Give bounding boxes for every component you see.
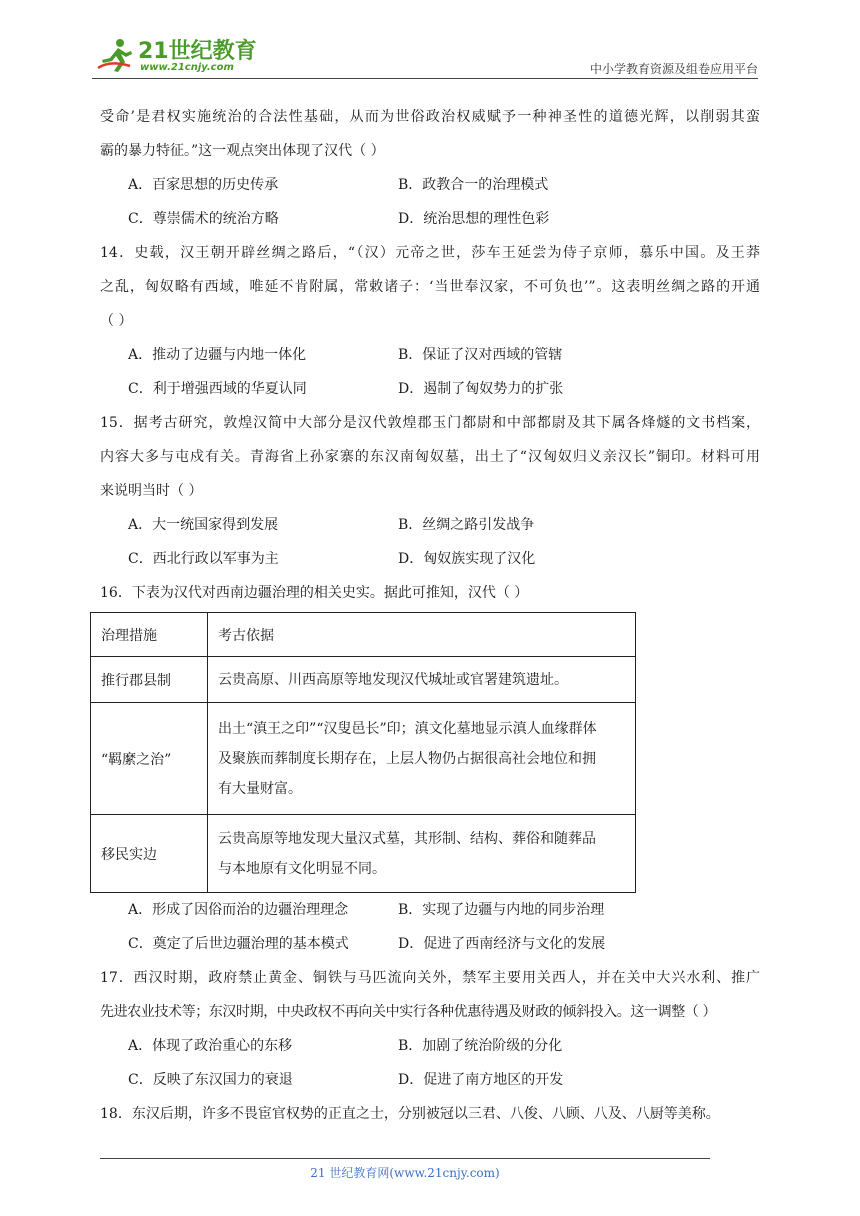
- option-a: A．体现了政治重心的东移: [128, 1038, 293, 1054]
- page-footer[interactable]: 21 世纪教育网(www.21cnjy.com): [310, 1166, 500, 1180]
- evidence-line: 云贵高原等地发现大量汉式墓，其形制、结构、葬俗和随葬品: [218, 830, 596, 847]
- question-15-line: 15．据考古研究，敦煌汉简中大部分是汉代敦煌郡玉门都尉和中部都尉及其下属各烽燧的文书档案，: [100, 415, 760, 431]
- table-cell-measure: “羁縻之治”: [91, 703, 208, 815]
- page-header: [92, 26, 758, 82]
- option-d: D．统治思想的理性色彩: [398, 211, 550, 227]
- exam-content: [100, 100, 760, 1131]
- evidence-line: 云贵高原、川西高原等地发现汉代城址或官署建筑遗址。: [218, 671, 568, 688]
- logo-url: www.21cnjy.com: [140, 62, 234, 73]
- option-row: [100, 1063, 760, 1097]
- table-header: 考古依据: [208, 613, 636, 657]
- option-a: A．百家思想的历史传承: [128, 177, 279, 193]
- option-row: [100, 338, 760, 372]
- option-c: C．西北行政以军事为主: [128, 551, 279, 567]
- evidence-line: 与本地原有文化明显不同。: [218, 860, 386, 877]
- header-divider: [92, 78, 758, 79]
- option-row: [100, 893, 760, 927]
- evidence-line: 有大量财富。: [218, 780, 302, 797]
- question-14-line: （ ）: [100, 313, 133, 329]
- option-row: [100, 508, 760, 542]
- table-row: [91, 815, 636, 893]
- intro-line: 霸的暴力特征。”这一观点突出体现了汉代（ ）: [100, 143, 385, 159]
- history-table: [90, 612, 636, 893]
- option-d: D．遏制了匈奴势力的扩张: [398, 381, 564, 397]
- option-c: C．奠定了后世边疆治理的基本模式: [128, 936, 349, 952]
- option-row: [100, 542, 760, 576]
- option-a: A．推动了边疆与内地一体化: [128, 347, 307, 363]
- runner-logo-icon: [96, 38, 136, 74]
- option-a: A．形成了因俗而治的边疆治理理念: [128, 902, 349, 918]
- option-b: B．保证了汉对西域的管辖: [398, 347, 563, 363]
- option-b: B．政教合一的治理模式: [398, 177, 549, 193]
- option-c: C．反映了东汉国力的衰退: [128, 1072, 293, 1088]
- table-header-row: [91, 613, 636, 657]
- table-cell-measure: 移民实边: [91, 815, 208, 893]
- table-cell-evidence: [208, 703, 636, 815]
- option-b: B．实现了边疆与内地的同步治理: [398, 902, 605, 918]
- option-row: [100, 927, 760, 961]
- table-cell-evidence: [208, 657, 636, 703]
- question-18-line: 18．东汉后期，许多不畏宦官权势的正直之士，分别被冠以三君、八俊、八顾、八及、八厨等美称。: [100, 1106, 720, 1122]
- evidence-line: 出土“滇王之印”“汉叟邑长”印；滇文化墓地显示滇人血缘群体: [218, 720, 597, 737]
- option-d: D．促进了西南经济与文化的发展: [398, 936, 606, 952]
- question-15-line: 来说明当时（ ）: [100, 483, 203, 499]
- logo-title: 21世纪教育: [138, 39, 257, 64]
- question-16-line: 16．下表为汉代对西南边疆治理的相关史实。据此可推知，汉代（ ）: [100, 585, 529, 601]
- option-row: [100, 1029, 760, 1063]
- option-d: D．匈奴族实现了汉化: [398, 551, 536, 567]
- table-cell-measure: 推行郡县制: [91, 657, 208, 703]
- option-row: [100, 168, 760, 202]
- table-row: [91, 657, 636, 703]
- platform-name: 中小学教育资源及组卷应用平台: [589, 62, 758, 76]
- evidence-line: 及聚族而葬制度长期存在，上层人物仍占据很高社会地位和拥: [218, 750, 596, 767]
- option-d: D．促进了南方地区的开发: [398, 1072, 564, 1088]
- option-b: B．加剧了统治阶级的分化: [398, 1038, 563, 1054]
- question-14-line: 14．史载，汉王朝开辟丝绸之路后，“（汉）元帝之世，莎车王延尝为侍子京师，慕乐中国。及王莽: [100, 245, 760, 261]
- option-b: B．丝绸之路引发战争: [398, 517, 535, 533]
- option-row: [100, 372, 760, 406]
- table-cell-evidence: [208, 815, 636, 893]
- option-a: A．大一统国家得到发展: [128, 517, 279, 533]
- option-row: [100, 202, 760, 236]
- site-logo: [92, 30, 262, 78]
- intro-line: 受命’是君权实施统治的合法性基础，从而为世俗政治权威赋予一种神圣性的道德光辉，以削弱其蛮: [100, 109, 760, 125]
- question-17-line: 17．西汉时期，政府禁止黄金、铜铁与马匹流向关外，禁军主要用关西人，并在关中大兴水利、推广: [100, 970, 760, 986]
- footer-divider: [100, 1158, 710, 1159]
- table-row: [91, 703, 636, 815]
- table-header: 治理措施: [91, 613, 208, 657]
- question-17-line: 先进农业技术等；东汉时期，中央政权不再向关中实行各种优惠待遇及财政的倾斜投入。这一调整（ ）: [100, 1004, 717, 1020]
- question-14-line: 之乱，匈奴略有西域，唯延不肯附属，常敕诸子：‘当世奉汉家，不可负也’”。这表明丝绸之路的开通: [100, 279, 760, 295]
- option-c: C．利于增强西域的华夏认同: [128, 381, 307, 397]
- question-15-line: 内容大多与屯戍有关。青海省上孙家寨的东汉南匈奴墓，出土了“汉匈奴归义亲汉长”铜印。材料可用: [100, 449, 760, 465]
- option-c: C．尊崇儒术的统治方略: [128, 211, 279, 227]
